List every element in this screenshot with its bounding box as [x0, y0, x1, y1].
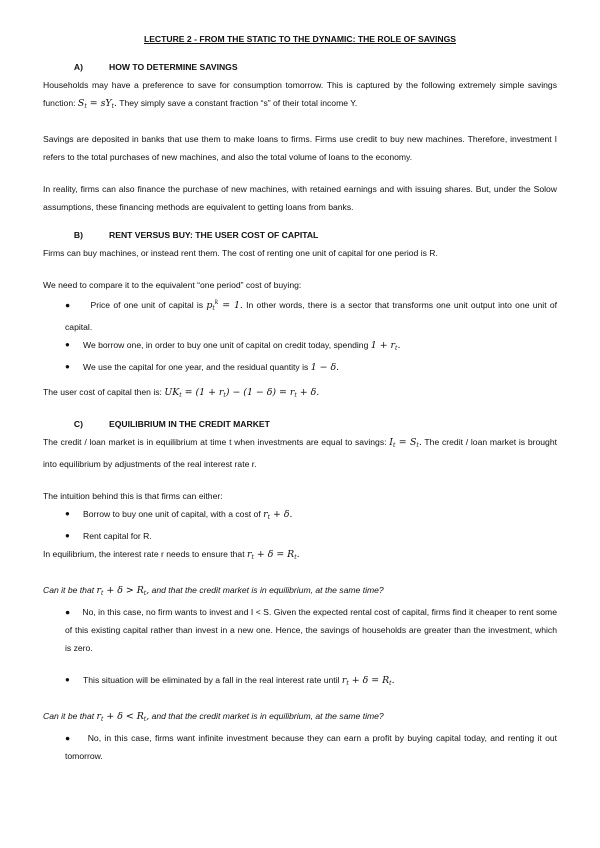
residual-formula: 1 − δ.: [310, 362, 340, 374]
text: The user cost of capital then is:: [43, 387, 162, 398]
text: They simply save a constant fraction “s” of their total income Y.: [119, 98, 358, 108]
bullet-dot: ●: [65, 300, 88, 311]
savings-function-formula: $S_t = sY_t$.: [77, 98, 117, 110]
section-a-paragraph-2: Savings are deposited in banks that use them to make loans to firms. Firms use credit to buy new machines. Therefore, investment I refers to the total purchases of new machines, and also the total volume of loans to the economy.: [43, 134, 557, 162]
section-b-paragraph-2: We need to compare it to the equivalent “one period” cost of buying:: [43, 280, 302, 290]
section-b-paragraph-3: [43, 383, 557, 405]
text: Can it be that: [43, 585, 95, 596]
equilibrium-formula: $I_t = S_t$.: [389, 437, 422, 450]
bullet-item: [43, 671, 557, 693]
borrow-cost-formula: $r_t + \delta$.: [263, 509, 293, 522]
bullet-dot: ●: [65, 362, 70, 372]
adjustment-formula: $r_t + \delta = R_t$.: [341, 675, 395, 688]
bullet-item: [43, 729, 557, 765]
question-2: [43, 707, 557, 729]
bullet-dot: ●: [65, 509, 70, 519]
question-1-formula: $r_t + \delta > R_t$,: [96, 585, 150, 598]
section-b-title: RENT VERSUS BUY: THE USER COST OF CAPITAL: [109, 230, 319, 240]
section-b-letter: B): [73, 230, 83, 240]
text: This situation will be eliminated by a fall in the real interest rate until: [83, 675, 340, 686]
bullet-item: [43, 336, 557, 358]
text: We borrow one, in order to buy one unit of capital on credit today, spending: [83, 340, 369, 351]
bullet-dot: ●: [65, 733, 85, 744]
bullet-dot: ●: [65, 340, 70, 350]
bullet-item: [43, 505, 557, 527]
section-c-letter: C): [73, 419, 83, 430]
section-c-title: EQUILIBRIUM IN THE CREDIT MARKET: [109, 419, 270, 430]
borrow-cost-formula: $1 + r_t$.: [370, 340, 401, 353]
section-c-paragraph-2: The intuition behind this is that firms can either:: [43, 491, 223, 502]
question-2-formula: $r_t + \delta < R_t$,: [96, 711, 150, 724]
text: Price of one unit of capital is: [90, 300, 204, 311]
document-page: [43, 34, 557, 765]
text: The credit / loan market is brought into equilibrium by adjustments of the real interest rate r.: [43, 437, 558, 470]
text: No, in this case, firms want infinite investment because they can earn a profit by buying capital today, and renting it out tomorrow.: [65, 733, 558, 762]
bullet-item: [43, 527, 557, 545]
text: The credit / loan market is in equilibrium at time t when investments are equal to savings:: [43, 437, 387, 448]
bullet-item: [43, 603, 557, 657]
bullet-dot: ●: [65, 531, 70, 541]
bullet-item: [43, 294, 557, 336]
page-title: LECTURE 2 - FROM THE STATIC TO THE DYNAMIC: THE ROLE OF SAVINGS: [143, 34, 457, 44]
text: and that the credit market is in equilibrium, at the same time?: [151, 585, 384, 596]
text: In other words, there is a sector that transforms one unit output into one unit of capital.: [65, 300, 558, 333]
section-c-paragraph-1: [43, 433, 557, 473]
text: Households may have a preference to save for consumption tomorrow. This is captured by the following extremely simple savings function:: [43, 80, 557, 108]
section-b-heading: [43, 230, 557, 240]
user-cost-formula: $UK_t = (1 + r_t) - (1 - \delta) = r_t + \delta$.: [164, 387, 320, 400]
section-a-title: HOW TO DETERMINE SAVINGS: [109, 62, 238, 72]
section-a-paragraph-1: [43, 76, 557, 116]
text: Borrow to buy one unit of capital, with a cost of: [83, 509, 261, 520]
text: In equilibrium, the interest rate r needs to ensure that: [43, 549, 245, 560]
section-a-letter: A): [73, 62, 83, 72]
text: Can it be that: [43, 711, 95, 722]
section-c-paragraph-3: [43, 545, 557, 567]
bullet-item: [43, 358, 557, 377]
section-a-paragraph-3: In reality, firms can also finance the purchase of new machines, with retained earnings and with issuing shares. But, under the Solow assumptions, these financing methods are equivalent to getting loans from banks.: [43, 184, 557, 212]
text: and that the credit market is in equilibrium, at the same time?: [151, 711, 384, 722]
bullet-dot: ●: [65, 675, 70, 685]
text: We use the capital for one year, and the residual quantity is: [83, 362, 309, 373]
bullet-dot: ●: [65, 607, 80, 618]
capital-price-formula: $p_t^k = 1$.: [206, 299, 243, 313]
text: No, in this case, no firm wants to invest and I < S. Given the expected rental cost of capital, firms find it cheaper to rent some of this existing capital rather than invest in a new one. Hence, the savings of households are greater than the investment, which is zero.: [65, 607, 557, 654]
section-a-heading: [43, 62, 557, 72]
section-b-paragraph-1: Firms can buy machines, or instead rent them. The cost of renting one unit of capital for one period is R.: [43, 248, 438, 258]
equilibrium-condition-formula: $r_t + \delta = R_t$.: [246, 549, 300, 562]
text: Rent capital for R.: [83, 531, 152, 542]
question-1: [43, 581, 557, 603]
section-c-heading: [43, 419, 557, 429]
